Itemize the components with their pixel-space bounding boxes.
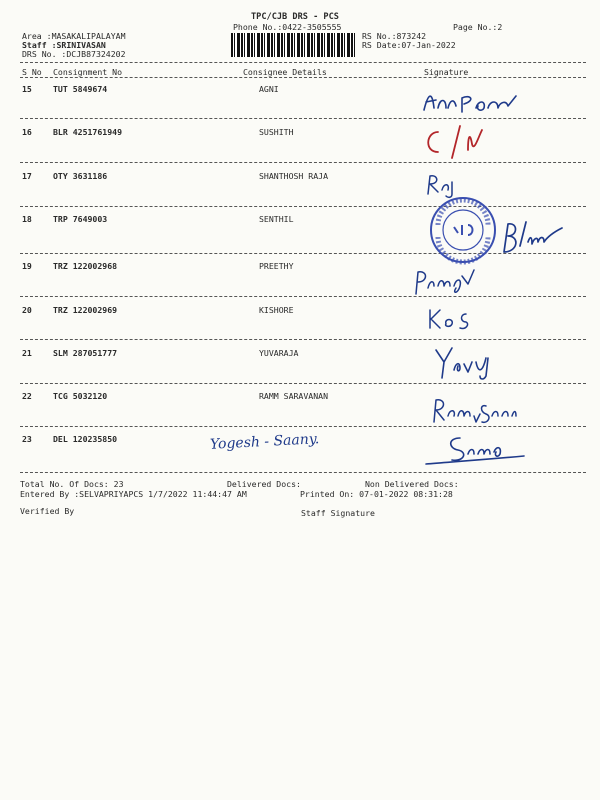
phone-number: Phone No.:0422-3505555 xyxy=(233,22,342,32)
row-sno: 20 xyxy=(22,305,32,315)
row-divider xyxy=(20,296,586,297)
area-label: Area :MASAKALIPALAYAM xyxy=(22,31,126,41)
row-consignment: TRZ 122002968 xyxy=(53,261,118,271)
row-sno: 23 xyxy=(22,434,32,444)
row-consignee: YUVARAJA xyxy=(259,348,299,358)
row-consignment: BLR 4251761949 xyxy=(53,127,123,137)
row-sno: 16 xyxy=(22,127,32,137)
signature-sushith xyxy=(420,122,500,162)
row-consignment: TRP 7649003 xyxy=(53,214,108,224)
row-consignment: TUT 5849674 xyxy=(53,84,108,94)
column-header-consignment: Consignment No xyxy=(53,67,123,77)
row-divider xyxy=(20,472,586,473)
document-title: TPC/CJB DRS - PCS xyxy=(251,12,339,22)
total-docs: Total No. Of Docs: 23 xyxy=(20,479,124,489)
company-stamp xyxy=(428,195,498,265)
row-divider xyxy=(20,339,586,340)
row-consignment: OTY 3631186 xyxy=(53,171,108,181)
row-sno: 19 xyxy=(22,261,32,271)
column-header-signature: Signature xyxy=(424,67,469,77)
row-sno: 17 xyxy=(22,171,32,181)
barcode xyxy=(231,33,355,57)
staff-signature-label: Staff Signature xyxy=(301,508,375,518)
row-sno: 22 xyxy=(22,391,32,401)
signature-yuvaraja xyxy=(430,344,500,384)
row-divider xyxy=(20,206,586,207)
column-header-sno: S No xyxy=(22,67,42,77)
staff-label: Staff :SRINIVASAN xyxy=(22,40,106,50)
divider xyxy=(20,62,586,63)
row-consignee: SENTHIL xyxy=(259,214,294,224)
row-consignee: KISHORE xyxy=(259,305,294,315)
row-consignee: PREETHY xyxy=(259,261,294,271)
delivered-docs: Delivered Docs: xyxy=(227,479,301,489)
handwritten-note: Yogesh - Saany. xyxy=(209,431,320,453)
signature-kishore xyxy=(424,304,484,334)
row-divider xyxy=(20,383,586,384)
entered-by: Entered By :SELVAPRIYAPCS 1/7/2022 11:44:47 AM xyxy=(20,489,247,499)
row-consignee: RAMM SARAVANAN xyxy=(259,391,329,401)
row-consignment: TRZ 122002969 xyxy=(53,305,118,315)
row-divider xyxy=(20,162,586,163)
signature-ramm-saravanan xyxy=(428,394,518,428)
signature-del xyxy=(420,430,530,470)
row-sno: 18 xyxy=(22,214,32,224)
row-consignee: SHANTHOSH RAJA xyxy=(259,171,329,181)
divider xyxy=(20,77,586,78)
row-sno: 21 xyxy=(22,348,32,358)
column-header-consignee: Consignee Details xyxy=(243,67,327,77)
drs-number: DRS No. :DCJB87324202 xyxy=(22,49,126,59)
row-sno: 15 xyxy=(22,84,32,94)
printed-on: Printed On: 07-01-2022 08:31:28 xyxy=(300,489,453,499)
signature-agni xyxy=(418,84,528,120)
non-delivered-docs: Non Delivered Docs: xyxy=(365,479,459,489)
verified-by: Verified By xyxy=(20,506,75,516)
row-consignment: SLM 287051777 xyxy=(53,348,118,358)
signature-senthil xyxy=(496,212,586,262)
page-number: Page No.:2 xyxy=(453,22,503,32)
signature-preethy xyxy=(408,264,478,300)
row-consignee: AGNI xyxy=(259,84,279,94)
row-consignment: DEL 120235850 xyxy=(53,434,118,444)
row-consignee: SUSHITH xyxy=(259,127,294,137)
rs-date: RS Date:07-Jan-2022 xyxy=(362,40,456,50)
rs-number: RS No.:873242 xyxy=(362,31,427,41)
row-consignment: TCG 5032120 xyxy=(53,391,108,401)
